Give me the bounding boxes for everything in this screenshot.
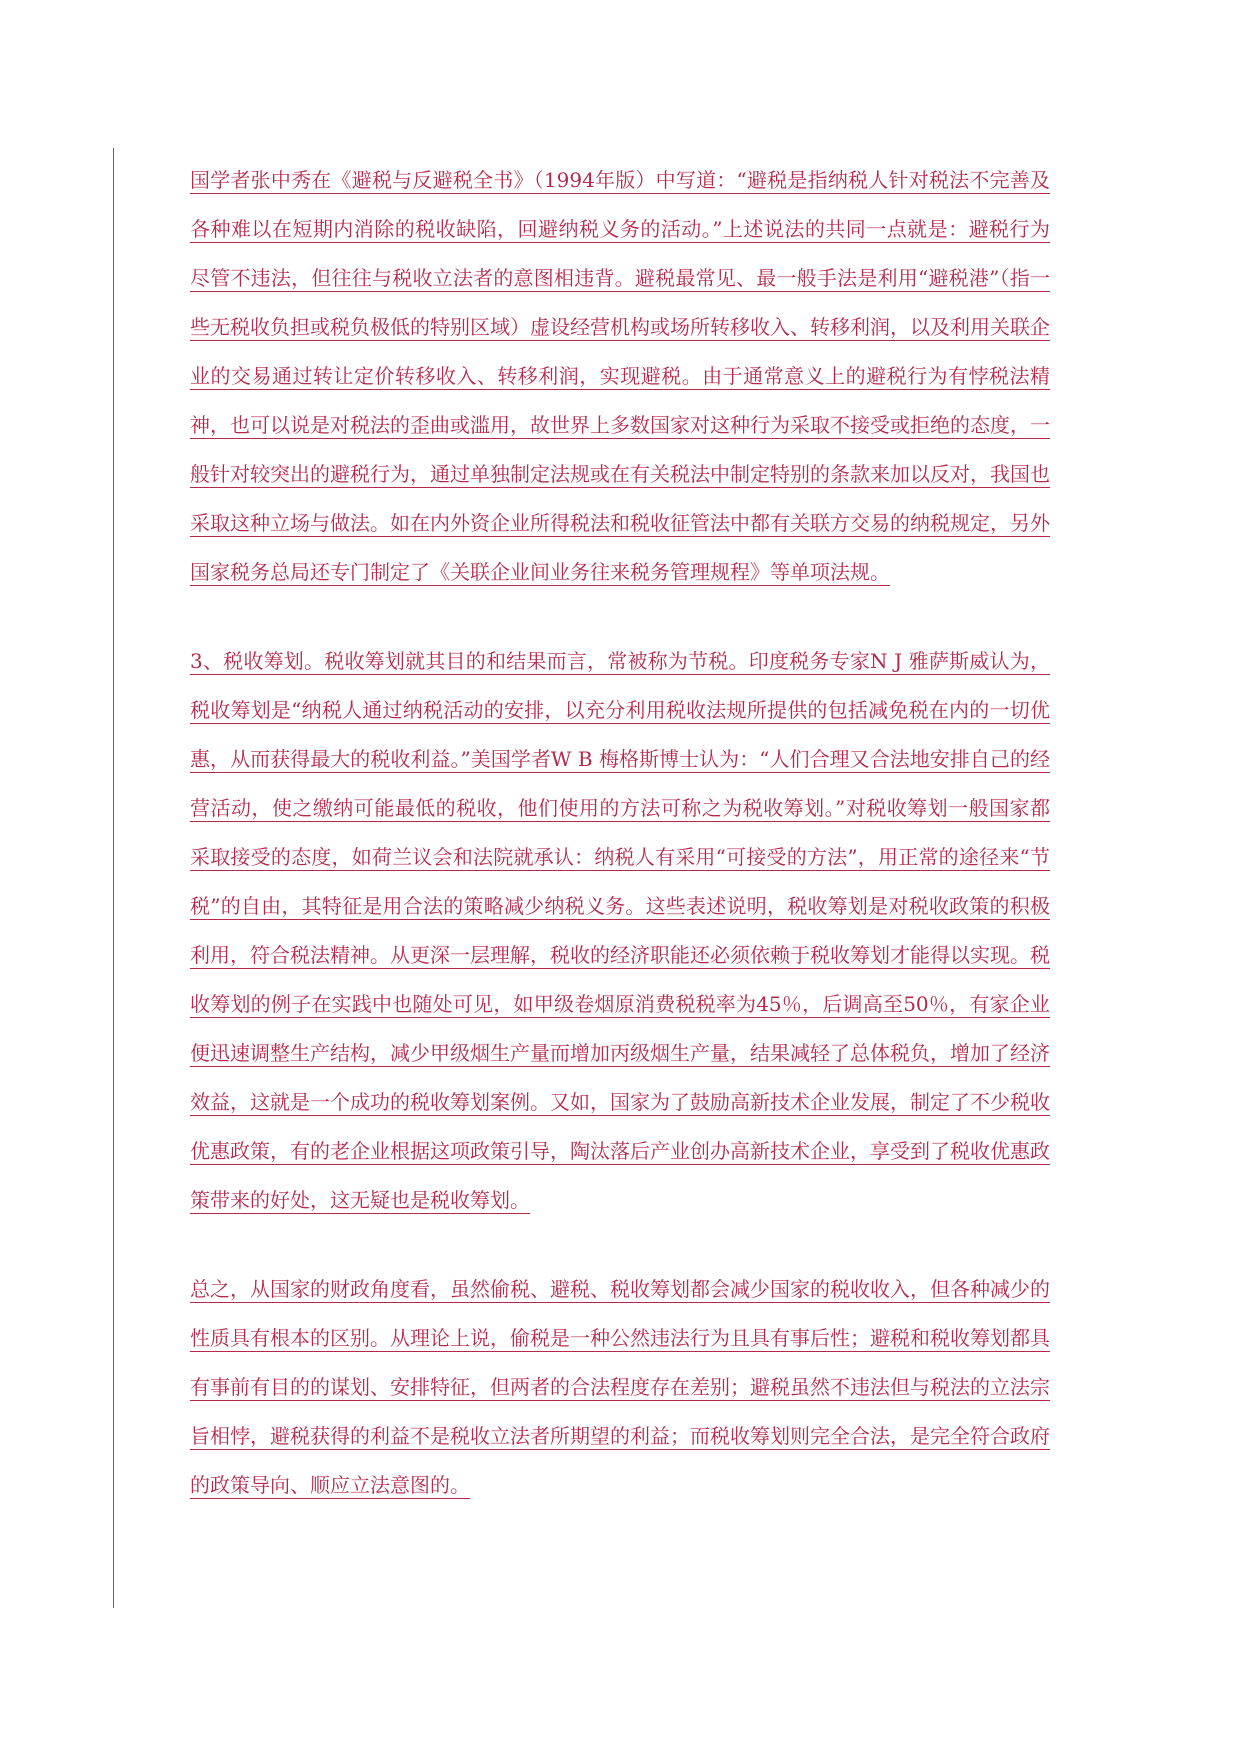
revision-change-bar [113, 148, 114, 1608]
paragraph-conclusion: 总之，从国家的财政角度看，虽然偷税、避税、税收筹划都会减少国家的税收收入，但各种减少的性质具有根本的区别。从理论上说，偷税是一种公然违法行为且具有事后性；避税和税收筹划都具有事前有目的的谋划、安排特征，但两者的合法程度存在差别；避税虽然不违法但与税法的立法宗旨相悖，避税获得的利益不是税收立法者所期望的利益；而税收筹划则完全合法，是完全符合政府的政策导向、顺应立法意图的。 [190, 1277, 1050, 1497]
document-body [190, 156, 1050, 1510]
paragraph-tax-avoidance: 国学者张中秀在《避税与反避税全书》（1994年版）中写道：“避税是指纳税人针对税法不完善及各种难以在短期内消除的税收缺陷，回避纳税义务的活动。”上述说法的共同一点就是：避税行为尽管不违法，但往往与税收立法者的意图相违背。避税最常见、最一般手法是利用“避税港”（指一些无税收负担或税负极低的特别区域）虚设经营机构或场所转移收入、转移利润，以及利用关联企业的交易通过转让定价转移收入、转移利润，实现避税。由于通常意义上的避税行为有悖税法精神，也可以说是对税法的歪曲或滥用，故世界上多数国家对这种行为采取不接受或拒绝的态度，一般针对较突出的避税行为，通过单独制定法规或在有关税法中制定特别的条款来加以反对，我国也采取这种立场与做法。如在内外资企业所得税法和税收征管法中都有关联方交易的纳税规定，另外国家税务总局还专门制定了《关联企业间业务往来税务管理规程》等单项法规。 [190, 168, 1050, 584]
paragraph-tax-planning: 3、税收筹划。税收筹划就其目的和结果而言，常被称为节税。印度税务专家N J 雅萨斯威认为，税收筹划是“纳税人通过纳税活动的安排，以充分利用税收法规所提供的包括减免税在内的一切优惠，从而获得最大的税收利益。”美国学者W B 梅格斯博士认为：“人们合理又合法地安排自己的经营活动，使之缴纳可能最低的税收，他们使用的方法可称之为税收筹划。”对税收筹划一般国家都采取接受的态度，如荷兰议会和法院就承认：纳税人有采用“可接受的方法”，用正常的途径来“节税”的自由，其特征是用合法的策略减少纳税义务。这些表述说明，税收筹划是对税收政策的积极利用，符合税法精神。从更深一层理解，税收的经济职能还必须依赖于税收筹划才能得以实现。税收筹划的例子在实践中也随处可见，如甲级卷烟原消费税税率为45％，后调高至50％，有家企业便迅速调整生产结构，减少甲级烟生产量而增加丙级烟生产量，结果减轻了总体税负，增加了经济效益，这就是一个成功的税收筹划案例。又如，国家为了鼓励高新技术企业发展，制定了不少税收优惠政策，有的老企业根据这项政策引导，陶汰落后产业创办高新技术企业，享受到了税收优惠政策带来的好处，这无疑也是税收筹划。 [190, 649, 1050, 1212]
